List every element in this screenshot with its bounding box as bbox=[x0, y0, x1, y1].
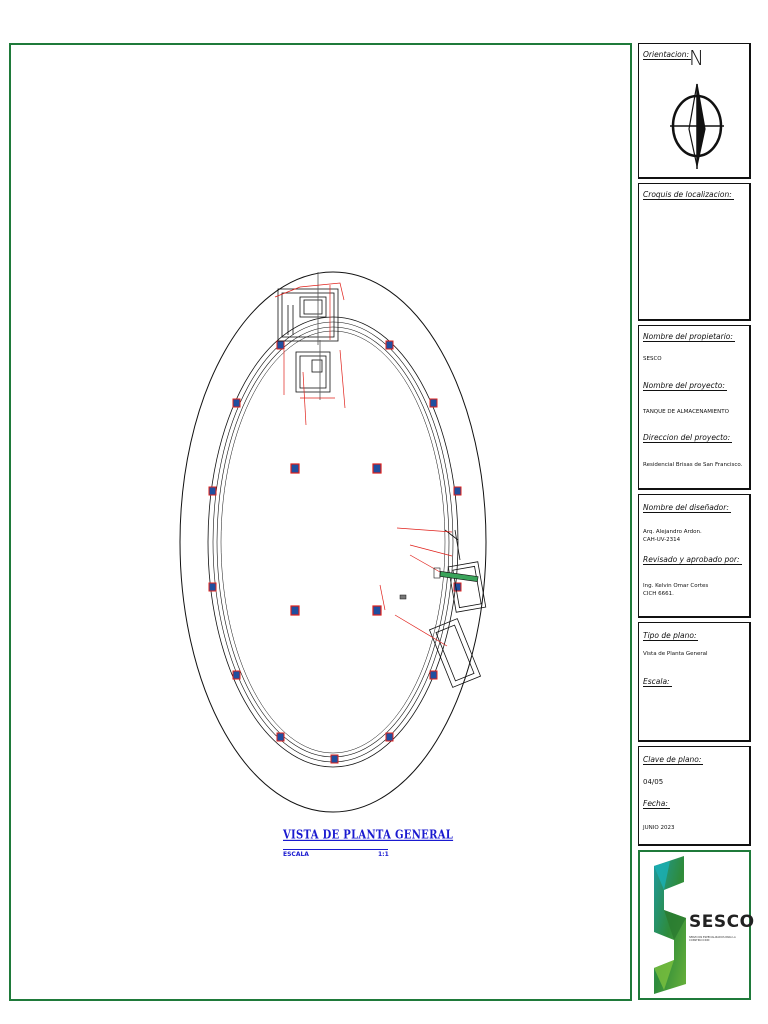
column bbox=[233, 399, 240, 407]
column bbox=[233, 671, 240, 679]
column bbox=[291, 464, 299, 473]
reviewer-license: CICH 6661. bbox=[643, 591, 674, 597]
date-value: JUNIO 2023 bbox=[643, 825, 675, 831]
date-label: Fecha: bbox=[643, 799, 668, 808]
column bbox=[430, 399, 437, 407]
column bbox=[209, 487, 216, 495]
orientation-box bbox=[638, 43, 751, 179]
designer-box bbox=[638, 494, 751, 618]
inner-ring-4 bbox=[221, 331, 445, 753]
scale-underline bbox=[283, 849, 388, 850]
orientation-label: Orientacion: bbox=[643, 50, 690, 59]
sheet-value: 04/05 bbox=[643, 778, 664, 786]
column bbox=[386, 341, 393, 349]
owner-label: Nombre del propietario: bbox=[643, 332, 733, 341]
column bbox=[430, 671, 437, 679]
project-value: TANQUE DE ALMACENAMIENTO bbox=[643, 409, 729, 415]
inner-ring-3 bbox=[217, 327, 449, 757]
column bbox=[386, 733, 393, 741]
column bbox=[454, 487, 461, 495]
location-box bbox=[638, 183, 751, 321]
inner-ring-1 bbox=[208, 317, 458, 767]
column bbox=[277, 341, 284, 349]
owner-value: SESCO bbox=[643, 356, 662, 362]
sheet-label: Clave de plano: bbox=[643, 755, 702, 764]
column bbox=[373, 464, 381, 473]
inner-ring-2 bbox=[213, 322, 453, 762]
interior-columns bbox=[291, 464, 381, 615]
address-value: Residencial Brisas de San Francisco. bbox=[643, 462, 743, 468]
designer-license: CAH-UV-2314 bbox=[643, 537, 681, 543]
project-label: Nombre del proyecto: bbox=[643, 381, 725, 390]
reviewer-name: Ing. Kelvin Omar Cortes bbox=[643, 583, 709, 589]
address-label: Direccion del proyecto: bbox=[643, 433, 731, 442]
top-annotations bbox=[275, 283, 345, 425]
outer-tank-wall bbox=[180, 272, 486, 812]
plan-scale-value: 1:1 bbox=[378, 851, 389, 858]
company-logo bbox=[638, 850, 755, 1000]
tb-scale-label: Escala: bbox=[643, 677, 670, 686]
north-letter: N bbox=[689, 46, 704, 70]
column bbox=[373, 606, 381, 615]
north-arrow-icon bbox=[667, 74, 727, 174]
plan-type-box bbox=[638, 622, 751, 742]
column bbox=[277, 733, 284, 741]
perimeter-columns bbox=[209, 341, 461, 763]
top-access-detail bbox=[278, 272, 338, 400]
logo-tagline: SERVICIOS ESPECIALIZADOS PARA LA CONSTRUCCION bbox=[689, 936, 736, 942]
designer-label: Nombre del diseñador: bbox=[643, 503, 729, 512]
logo-text: SESCO bbox=[689, 912, 755, 932]
designer-name: Arq. Alejandro Ardon. bbox=[643, 529, 702, 535]
column bbox=[291, 606, 299, 615]
sheet-box bbox=[638, 746, 751, 846]
plan-type-value: Vista de Planta General bbox=[643, 651, 708, 657]
project-info-box bbox=[638, 325, 751, 490]
plan-scale-label: ESCALA bbox=[283, 851, 309, 858]
location-label: Croquis de localizacion: bbox=[643, 190, 732, 199]
column bbox=[331, 755, 338, 763]
plan-type-label: Tipo de plano: bbox=[643, 631, 697, 640]
right-annotations bbox=[380, 528, 452, 646]
reviewed-label: Revisado y aprobado por: bbox=[643, 555, 740, 564]
plan-title: VISTA DE PLANTA GENERAL bbox=[283, 829, 454, 843]
pipe-detail bbox=[400, 568, 478, 599]
column bbox=[209, 583, 216, 591]
